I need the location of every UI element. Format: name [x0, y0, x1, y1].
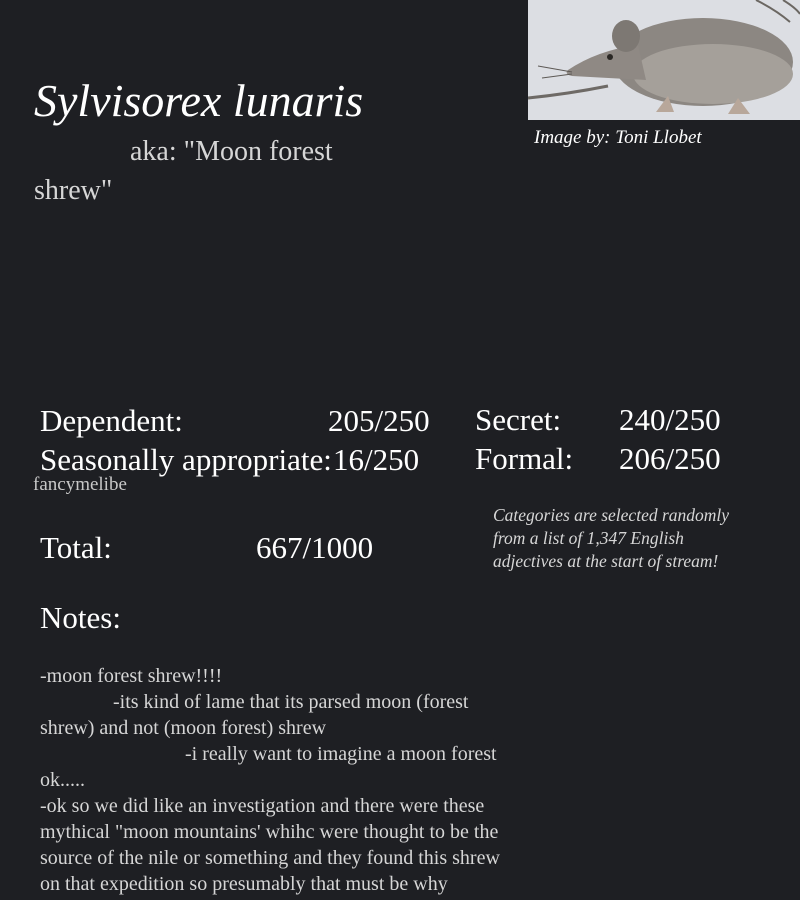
notes-line: shrew) and not (moon forest) shrew	[40, 717, 327, 739]
scientific-name: Sylvisorex lunaris	[34, 75, 364, 126]
image-credit: Image by: Toni Llobet	[534, 127, 702, 148]
notes-line: -ok so we did like an investigation and there were these	[40, 795, 485, 817]
total-value: 667/1000	[256, 530, 374, 565]
notes-line: -its kind of lame that its parsed moon (forest	[113, 691, 469, 713]
stat-label-formal: Formal:	[475, 441, 574, 476]
notes-line: source of the nile or something and they found this shrew	[40, 847, 500, 869]
notes-line: ok.....	[40, 769, 85, 791]
shrew-photo	[528, 0, 800, 120]
credit-tag: fancymelibe	[33, 474, 127, 495]
stat-label-secret: Secret:	[475, 402, 562, 437]
common-name: aka: "Moon forest shrew"	[34, 136, 333, 206]
shrew-illustration	[528, 0, 800, 120]
stat-value-secret: 240/250	[619, 402, 721, 437]
stat-value-dependent: 205/250	[328, 403, 430, 438]
stat-label-dependent: Dependent:	[40, 403, 183, 438]
total-label: Total:	[40, 530, 112, 565]
notes-body	[40, 663, 540, 897]
notes-line: on that expedition so presumably that must be why	[40, 873, 448, 895]
notes-line: mythical "moon mountains' whihc were thought to be the	[40, 821, 499, 843]
notes-line: -i really want to imagine a moon forest	[185, 743, 497, 765]
category-note: Categories are selected randomly from a list of 1,347 English adjectives at the start of stream!	[493, 505, 730, 571]
stat-value-seasonally-appropriate: 16/250	[333, 442, 420, 477]
stat-label-seasonally-appropriate: Seasonally appropriate:	[40, 442, 332, 477]
stat-value-formal: 206/250	[619, 441, 721, 476]
notes-heading: Notes:	[40, 600, 121, 635]
notes-line: -moon forest shrew!!!!	[40, 665, 223, 687]
